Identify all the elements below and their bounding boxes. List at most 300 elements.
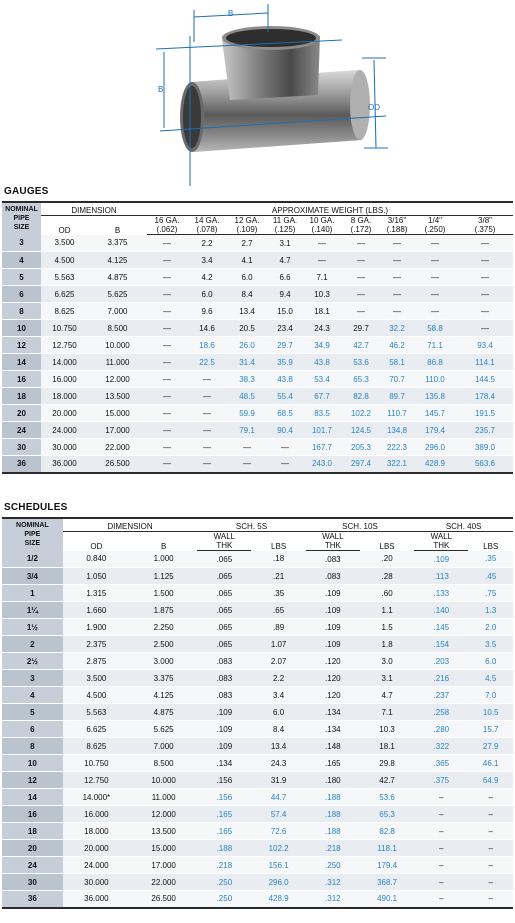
nominal-size-cell: 3	[2, 235, 41, 252]
weight-cell: 55.4	[267, 388, 303, 405]
sch40-lbs-cell: 6.0	[468, 653, 513, 670]
gauges-table-row	[2, 456, 513, 473]
od-cell: 1.900	[63, 619, 130, 636]
gauges-table-body	[2, 235, 513, 473]
schedules-table-body	[2, 551, 513, 908]
weight-cell: 83.5	[303, 405, 341, 422]
sch5-thk-cell: .065	[197, 602, 251, 619]
sch5-thk-cell: .083	[197, 670, 251, 687]
sch10-lbs-cell: 7.1	[360, 704, 414, 721]
sch10-thk-cell: .120	[306, 653, 360, 670]
nominal-size-cell: 12	[2, 772, 63, 789]
sch5-thk-cell: .188	[197, 840, 251, 857]
gauges-table-row	[2, 371, 513, 388]
gauge-col-header: 10 GA.	[309, 216, 335, 225]
weight-cell: —	[381, 286, 413, 303]
sch10-lbs-cell: .60	[360, 585, 414, 602]
sch10-lbs-cell: 490.1	[360, 891, 414, 908]
sch40-thk-header: THK	[414, 541, 468, 551]
sch5-lbs-cell: 2.2	[251, 670, 305, 687]
weight-cell: —	[147, 405, 187, 422]
weight-cell: —	[227, 439, 267, 456]
weight-cell: —	[413, 286, 457, 303]
b-cell: 3.375	[88, 235, 147, 252]
schedules-table-row	[2, 602, 513, 619]
nominal-size-cell: 8	[2, 738, 63, 755]
weight-cell: 65.3	[341, 371, 381, 388]
schedules-table-row	[2, 857, 513, 874]
nominal-size-cell: 10	[2, 755, 63, 772]
sch10-thk-cell: .120	[306, 670, 360, 687]
sch5-lbs-cell: 156.1	[251, 857, 305, 874]
od-cell: 6.625	[63, 721, 130, 738]
weight-cell: —	[147, 422, 187, 439]
sch-10s-header: SCH. 10S	[306, 518, 414, 532]
dim-b-top-label: B	[228, 9, 234, 18]
schedules-table-row	[2, 551, 513, 568]
nominal-size-cell: 20	[2, 405, 41, 422]
sch10-thk-cell: .188	[306, 789, 360, 806]
b-cell: 4.125	[130, 687, 197, 704]
weight-cell: 43.8	[267, 371, 303, 388]
sch40-thk-cell: .145	[414, 619, 468, 636]
od-cell: 30.000	[63, 874, 130, 891]
sch40-lbs-header: LBS	[483, 541, 499, 551]
sch5-thk-cell: .065	[197, 551, 251, 568]
weight-cell: 38.3	[227, 371, 267, 388]
gauges-table-row	[2, 269, 513, 286]
weight-cell: 124.5	[341, 422, 381, 439]
weight-cell: 58.8	[413, 320, 457, 337]
nominal-size-cell: 1/2	[2, 551, 63, 568]
gauges-approx-weight-header: APPROXIMATE WEIGHT (LBS.)	[147, 202, 513, 216]
weight-cell: 2.2	[187, 235, 227, 252]
weight-cell: —	[147, 235, 187, 252]
sch10-thk-cell: .134	[306, 704, 360, 721]
b-cell: 2.500	[130, 636, 197, 653]
weight-cell: —	[457, 235, 513, 252]
sch5-lbs-cell: .89	[251, 619, 305, 636]
schedules-od-header: OD	[90, 541, 103, 551]
gauge-col-subheader: (.172)	[341, 225, 381, 235]
weight-cell: 6.6	[267, 269, 303, 286]
sch10-thk-cell: .250	[306, 857, 360, 874]
b-cell: 4.875	[88, 269, 147, 286]
b-cell: 3.375	[130, 670, 197, 687]
od-cell: 12.750	[63, 772, 130, 789]
od-cell: 3.500	[63, 670, 130, 687]
weight-cell: —	[187, 439, 227, 456]
od-cell: 16.000	[41, 371, 88, 388]
schedules-table-row	[2, 789, 513, 806]
schedules-title: SCHEDULES	[4, 502, 68, 513]
od-cell: 2.375	[63, 636, 130, 653]
sch10-thk-cell: .165	[306, 755, 360, 772]
gauge-col-subheader: (.188)	[381, 225, 413, 235]
nominal-size-cell: 30	[2, 439, 41, 456]
sch40-lbs-cell: –	[468, 789, 513, 806]
sch40-lbs-cell: .35	[468, 551, 513, 568]
nominal-size-cell: 24	[2, 857, 63, 874]
od-cell: 1.315	[63, 585, 130, 602]
schedules-b-header: B	[160, 541, 167, 551]
weight-cell: 205.3	[341, 439, 381, 456]
weight-cell: 14.6	[187, 320, 227, 337]
b-cell: 7.000	[88, 303, 147, 320]
sch10-thk-cell: .109	[306, 585, 360, 602]
weight-cell: 86.8	[413, 354, 457, 371]
sch10-thk-cell: .109	[306, 636, 360, 653]
b-cell: 26.500	[130, 891, 197, 908]
sch40-thk-cell: .237	[414, 687, 468, 704]
sch10-lbs-cell: 65.3	[360, 806, 414, 823]
b-cell: 11.000	[130, 789, 197, 806]
gauges-table-row	[2, 422, 513, 439]
nominal-size-cell: 4	[2, 687, 63, 704]
nominal-size-cell: 36	[2, 891, 63, 908]
b-cell: 1.000	[130, 551, 197, 568]
weight-cell: 31.4	[227, 354, 267, 371]
sch10-thk-cell: .083	[306, 568, 360, 585]
weight-cell: —	[303, 235, 341, 252]
b-cell: 1.125	[130, 568, 197, 585]
weight-cell: —	[147, 337, 187, 354]
sch5-thk-cell: .165	[197, 823, 251, 840]
sch10-lbs-cell: .20	[360, 551, 414, 568]
weight-cell: 110.0	[413, 371, 457, 388]
sch5-lbs-cell: 2.07	[251, 653, 305, 670]
gauge-col-subheader: (.062)	[147, 225, 187, 235]
sch5-thk-cell: .083	[197, 687, 251, 704]
weight-cell: —	[187, 371, 227, 388]
gauge-col-header: 8 GA.	[350, 216, 372, 225]
schedules-table-row	[2, 755, 513, 772]
sch5-lbs-cell: 6.0	[251, 704, 305, 721]
nominal-size-cell: 24	[2, 422, 41, 439]
weight-cell: 178.4	[457, 388, 513, 405]
b-cell: 1.500	[130, 585, 197, 602]
gauge-col-header: 1/4"	[428, 216, 442, 225]
weight-cell: —	[341, 286, 381, 303]
sch10-lbs-cell: 3.0	[360, 653, 414, 670]
od-cell: 10.750	[63, 755, 130, 772]
nominal-size-cell: 8	[2, 303, 41, 320]
sch40-lbs-cell: 64.9	[468, 772, 513, 789]
nominal-size-cell: 18	[2, 388, 41, 405]
gauge-col-subheader: (.109)	[227, 225, 267, 235]
sch40-lbs-cell: 46.1	[468, 755, 513, 772]
sch5-lbs-cell: 31.9	[251, 772, 305, 789]
weight-cell: 8.4	[227, 286, 267, 303]
sch5-lbs-cell: 13.4	[251, 738, 305, 755]
weight-cell: 114.1	[457, 354, 513, 371]
b-cell: 1.875	[130, 602, 197, 619]
weight-cell: —	[457, 269, 513, 286]
b-cell: 2.250	[130, 619, 197, 636]
sch40-thk-cell: –	[414, 874, 468, 891]
b-cell: 17.000	[88, 422, 147, 439]
schedules-table-row	[2, 687, 513, 704]
sch10-lbs-header: LBS	[379, 541, 395, 551]
gauge-col-subheader: (.140)	[303, 225, 341, 235]
weight-cell: —	[267, 456, 303, 473]
b-cell: 4.875	[130, 704, 197, 721]
sch40-lbs-cell: 15.7	[468, 721, 513, 738]
sch10-thk-cell: .188	[306, 823, 360, 840]
sch5-thk-cell: .156	[197, 789, 251, 806]
weight-cell: —	[147, 371, 187, 388]
nominal-size-cell: 2½	[2, 653, 63, 670]
b-cell: 11.000	[88, 354, 147, 371]
nominal-size-cell: 5	[2, 704, 63, 721]
sch5-lbs-cell: 57.4	[251, 806, 305, 823]
weight-cell: 43.8	[303, 354, 341, 371]
gauge-col-header: 12 GA.	[234, 216, 260, 225]
od-cell: 6.625	[41, 286, 88, 303]
b-cell: 7.000	[130, 738, 197, 755]
weight-cell: 135.8	[413, 388, 457, 405]
od-cell: 0.840	[63, 551, 130, 568]
sch10-lbs-cell: 42.7	[360, 772, 414, 789]
nominal-size-cell: 3	[2, 670, 63, 687]
weight-cell: —	[147, 286, 187, 303]
b-cell: 8.500	[88, 320, 147, 337]
sch10-thk-cell: .312	[306, 891, 360, 908]
sch10-thk-cell: .312	[306, 874, 360, 891]
weight-cell: 144.5	[457, 371, 513, 388]
nominal-size-cell: 6	[2, 721, 63, 738]
weight-cell: 53.6	[341, 354, 381, 371]
gauges-table-row	[2, 337, 513, 354]
sch10-thk-cell: .180	[306, 772, 360, 789]
weight-cell: —	[187, 388, 227, 405]
weight-cell: —	[187, 405, 227, 422]
sch40-thk-cell: .203	[414, 653, 468, 670]
schedules-table-row	[2, 738, 513, 755]
sch10-lbs-cell: 29.8	[360, 755, 414, 772]
gauge-col-subheader: (.250)	[413, 225, 457, 235]
sch40-lbs-cell: 3.5	[468, 636, 513, 653]
weight-cell: 79.1	[227, 422, 267, 439]
sch10-lbs-cell: 1.5	[360, 619, 414, 636]
nominal-size-cell: 6	[2, 286, 41, 303]
sch40-thk-cell: –	[414, 891, 468, 908]
schedules-table-row	[2, 721, 513, 738]
sch10-wall-header: WALL	[322, 532, 344, 541]
nominal-size-cell: 1½	[2, 619, 63, 636]
sch40-thk-cell: .113	[414, 568, 468, 585]
weight-cell: 389.0	[457, 439, 513, 456]
weight-cell: 22.5	[187, 354, 227, 371]
sch40-thk-cell: .322	[414, 738, 468, 755]
weight-cell: —	[147, 456, 187, 473]
weight-cell: 34.9	[303, 337, 341, 354]
weight-cell: 68.5	[267, 405, 303, 422]
sch5-lbs-cell: 428.9	[251, 891, 305, 908]
od-cell: 3.500	[41, 235, 88, 252]
od-cell: 14.000*	[63, 789, 130, 806]
schedules-table-row	[2, 891, 513, 908]
nominal-size-cell: 36	[2, 456, 41, 473]
schedules-dimension-header: DIMENSION	[63, 518, 198, 532]
nominal-size-cell: 10	[2, 320, 41, 337]
weight-cell: —	[147, 303, 187, 320]
od-cell: 20.000	[41, 405, 88, 422]
sch40-lbs-cell: 4.5	[468, 670, 513, 687]
od-cell: 8.625	[41, 303, 88, 320]
schedules-table-row	[2, 568, 513, 585]
sch5-thk-cell: .109	[197, 721, 251, 738]
sch40-thk-cell: .375	[414, 772, 468, 789]
sch10-thk-cell: .109	[306, 602, 360, 619]
b-cell: 13.500	[130, 823, 197, 840]
weight-cell: 235.7	[457, 422, 513, 439]
sch40-thk-cell: –	[414, 857, 468, 874]
sch40-lbs-cell: –	[468, 806, 513, 823]
weight-cell: —	[147, 439, 187, 456]
gauge-col-header: 3/16"	[387, 216, 407, 225]
b-cell: 10.000	[88, 337, 147, 354]
sch10-lbs-cell: 82.8	[360, 823, 414, 840]
schedules-table-row	[2, 585, 513, 602]
weight-cell: 18.1	[303, 303, 341, 320]
weight-cell: 10.3	[303, 286, 341, 303]
od-cell: 1.050	[63, 568, 130, 585]
schedules-table-row	[2, 704, 513, 721]
weight-cell: 42.7	[341, 337, 381, 354]
sch10-lbs-cell: 1.8	[360, 636, 414, 653]
sch5-thk-cell: .250	[197, 891, 251, 908]
sch-40s-header: SCH. 40S	[414, 518, 513, 532]
b-cell: 22.000	[130, 874, 197, 891]
od-cell: 20.000	[63, 840, 130, 857]
sch5-lbs-header: LBS	[271, 541, 287, 551]
od-cell: 18.000	[63, 823, 130, 840]
od-cell: 36.000	[63, 891, 130, 908]
nominal-size-cell: 20	[2, 840, 63, 857]
weight-cell: 3.1	[267, 235, 303, 252]
sch5-thk-cell: .065	[197, 568, 251, 585]
weight-cell: —	[381, 269, 413, 286]
nominal-size-cell: 30	[2, 874, 63, 891]
weight-cell: 563.6	[457, 456, 513, 473]
sch5-lbs-cell: 8.4	[251, 721, 305, 738]
sch5-lbs-cell: .35	[251, 585, 305, 602]
weight-cell: —	[341, 269, 381, 286]
sch10-thk-cell: .109	[306, 619, 360, 636]
b-cell: 12.000	[130, 806, 197, 823]
sch5-thk-cell: .250	[197, 874, 251, 891]
schedules-nominal-header: NOMINAL PIPE SIZE	[2, 518, 63, 551]
sch40-lbs-cell: .75	[468, 585, 513, 602]
od-cell: 30.000	[41, 439, 88, 456]
sch10-lbs-cell: 1.1	[360, 602, 414, 619]
od-cell: 14.000	[41, 354, 88, 371]
gauges-table-row	[2, 439, 513, 456]
weight-cell: 296.0	[413, 439, 457, 456]
weight-cell: 134.8	[381, 422, 413, 439]
nominal-size-cell: 16	[2, 806, 63, 823]
od-cell: 1.660	[63, 602, 130, 619]
sch40-lbs-cell: –	[468, 857, 513, 874]
od-cell: 36.000	[41, 456, 88, 473]
sch5-lbs-cell: 296.0	[251, 874, 305, 891]
sch40-thk-cell: .365	[414, 755, 468, 772]
weight-cell: —	[381, 252, 413, 269]
sch5-lbs-cell: 3.4	[251, 687, 305, 704]
sch10-lbs-cell: 118.1	[360, 840, 414, 857]
b-cell: 3.000	[130, 653, 197, 670]
sch40-thk-cell: .154	[414, 636, 468, 653]
nominal-size-cell: 14	[2, 789, 63, 806]
nominal-size-cell: 3/4	[2, 568, 63, 585]
od-cell: 4.500	[41, 252, 88, 269]
weight-cell: —	[457, 320, 513, 337]
sch40-thk-cell: –	[414, 823, 468, 840]
sch5-lbs-cell: 24.3	[251, 755, 305, 772]
od-cell: 16.000	[63, 806, 130, 823]
nominal-size-cell: 1	[2, 585, 63, 602]
gauges-table-row	[2, 388, 513, 405]
sch40-thk-cell: –	[414, 840, 468, 857]
gauge-col-subheader: (.375)	[457, 225, 513, 235]
sch10-thk-cell: .148	[306, 738, 360, 755]
sch10-lbs-cell: 4.7	[360, 687, 414, 704]
gauges-table	[2, 201, 513, 474]
sch5-thk-cell: .109	[197, 738, 251, 755]
nominal-size-cell: 2	[2, 636, 63, 653]
weight-cell: 4.2	[187, 269, 227, 286]
weight-cell: 58.1	[381, 354, 413, 371]
weight-cell: 167.7	[303, 439, 341, 456]
sch40-thk-cell: –	[414, 789, 468, 806]
sch5-lbs-cell: .65	[251, 602, 305, 619]
sch5-lbs-cell: 72.6	[251, 823, 305, 840]
weight-cell: —	[147, 388, 187, 405]
b-cell: 17.000	[130, 857, 197, 874]
od-cell: 2.875	[63, 653, 130, 670]
nominal-size-cell: 5	[2, 269, 41, 286]
gauges-table-row	[2, 303, 513, 320]
sch10-thk-header: THK	[306, 541, 360, 551]
b-cell: 4.125	[88, 252, 147, 269]
gauge-col-subheader: (.078)	[187, 225, 227, 235]
gauges-table-row	[2, 320, 513, 337]
sch5-thk-cell: .065	[197, 619, 251, 636]
sch10-lbs-cell: 53.6	[360, 789, 414, 806]
weight-cell: —	[381, 235, 413, 252]
weight-cell: 53.4	[303, 371, 341, 388]
gauges-table-row	[2, 235, 513, 252]
sch5-thk-cell: .083	[197, 653, 251, 670]
sch10-thk-cell: .134	[306, 721, 360, 738]
weight-cell: —	[341, 303, 381, 320]
weight-cell: 93.4	[457, 337, 513, 354]
sch40-lbs-cell: 10.5	[468, 704, 513, 721]
schedules-table	[2, 517, 513, 909]
weight-cell: —	[457, 303, 513, 320]
weight-cell: —	[147, 252, 187, 269]
schedules-table-row	[2, 619, 513, 636]
sch10-lbs-cell: 368.7	[360, 874, 414, 891]
weight-cell: —	[413, 252, 457, 269]
weight-cell: 59.9	[227, 405, 267, 422]
weight-cell: —	[341, 235, 381, 252]
sch5-thk-cell: .134	[197, 755, 251, 772]
sch40-lbs-cell: –	[468, 840, 513, 857]
weight-cell: 6.0	[187, 286, 227, 303]
weight-cell: 29.7	[341, 320, 381, 337]
